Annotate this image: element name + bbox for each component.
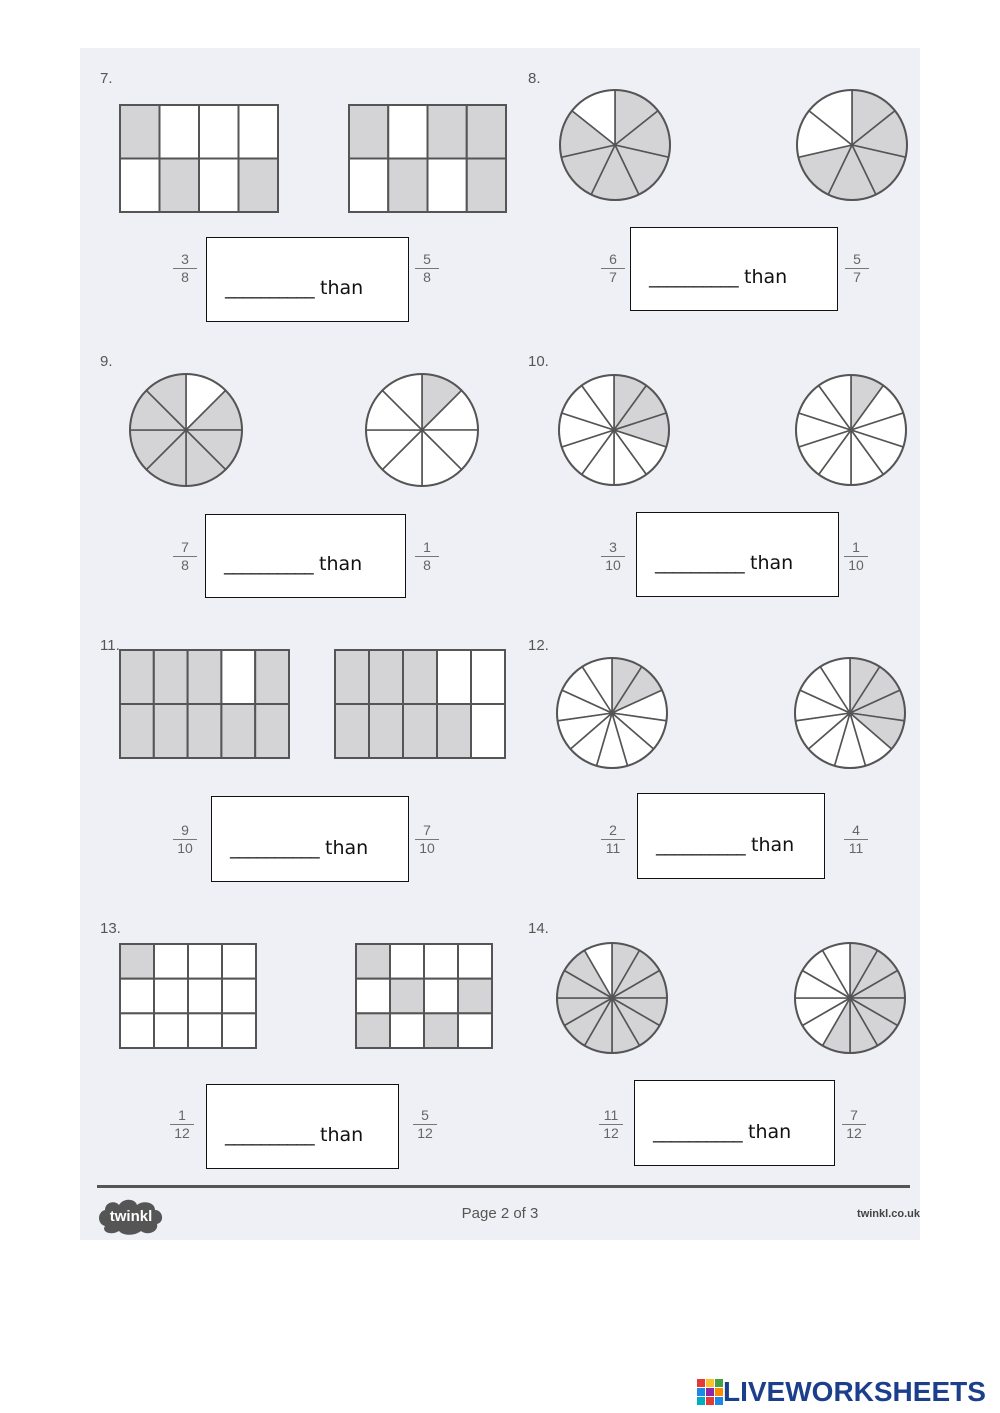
right-fraction-grid [356, 944, 492, 1048]
than-label: than [320, 277, 364, 299]
empty-cell [424, 979, 458, 1014]
left-fraction-circle [130, 374, 242, 486]
shaded-cell [188, 650, 222, 704]
empty-cell [471, 650, 505, 704]
shaded-cell [255, 650, 289, 704]
right-fraction-circle [796, 375, 906, 485]
answer-box[interactable] [206, 237, 409, 322]
answer-blank[interactable]: __________ [224, 553, 314, 575]
question-number: 7. [100, 70, 113, 87]
right-fraction-circle [366, 374, 478, 486]
answer-box[interactable] [206, 1084, 399, 1169]
question-number: 14. [528, 920, 549, 937]
empty-cell [188, 979, 222, 1014]
answer-box[interactable] [211, 796, 409, 882]
answer-sentence [655, 552, 793, 574]
shaded-cell [356, 944, 390, 979]
answer-box[interactable] [636, 512, 839, 597]
left-fraction [601, 252, 625, 285]
numerator: 7 [415, 823, 439, 840]
empty-cell [188, 944, 222, 979]
empty-cell [120, 1013, 154, 1048]
right-fraction-circle [795, 658, 905, 768]
left-fraction-circle [560, 90, 670, 200]
shaded-cell [424, 1013, 458, 1048]
denominator: 10 [419, 840, 435, 856]
question-number: 12. [528, 637, 549, 654]
numerator: 1 [170, 1108, 194, 1125]
right-fraction-circle [797, 90, 907, 200]
empty-cell [154, 979, 188, 1014]
right-fraction-grid [349, 105, 506, 212]
right-fraction [842, 1108, 866, 1141]
empty-cell [458, 944, 492, 979]
question-number: 13. [100, 920, 121, 937]
answer-box[interactable] [205, 514, 406, 598]
empty-cell [222, 944, 256, 979]
numerator: 3 [173, 252, 197, 269]
empty-cell [154, 944, 188, 979]
left-fraction [599, 1108, 623, 1141]
than-label: than [748, 1121, 792, 1143]
shaded-cell [335, 650, 369, 704]
denominator: 11 [605, 840, 621, 856]
shaded-cell [388, 159, 427, 213]
empty-cell [160, 105, 200, 159]
liveworksheets-logo [697, 1377, 986, 1407]
liveworksheets-logo-icon [697, 1379, 723, 1405]
shaded-cell [467, 105, 506, 159]
denominator: 10 [177, 840, 193, 856]
empty-cell [471, 704, 505, 758]
right-fraction [845, 252, 869, 285]
denominator: 11 [848, 840, 864, 856]
empty-cell [356, 979, 390, 1014]
shaded-cell [390, 979, 424, 1014]
shaded-cell [356, 1013, 390, 1048]
denominator: 12 [417, 1125, 433, 1141]
numerator: 7 [842, 1108, 866, 1125]
answer-sentence [225, 1124, 363, 1146]
denominator: 12 [603, 1125, 619, 1141]
numerator: 5 [845, 252, 869, 269]
denominator: 10 [605, 557, 621, 573]
than-label: than [319, 553, 363, 575]
denominator: 7 [609, 269, 617, 285]
empty-cell [388, 105, 427, 159]
shaded-cell [221, 704, 255, 758]
shaded-cell [255, 704, 289, 758]
answer-box[interactable] [634, 1080, 835, 1166]
numerator: 4 [844, 823, 868, 840]
empty-cell [424, 944, 458, 979]
denominator: 7 [853, 269, 861, 285]
denominator: 12 [846, 1125, 862, 1141]
empty-cell [239, 105, 279, 159]
answer-blank[interactable]: __________ [230, 837, 320, 859]
shaded-cell [154, 650, 188, 704]
numerator: 5 [415, 252, 439, 269]
right-fraction-grid [335, 650, 505, 758]
shaded-cell [369, 650, 403, 704]
answer-sentence [649, 266, 787, 288]
empty-cell [458, 1013, 492, 1048]
twinkl-logo [97, 1196, 167, 1236]
empty-cell [221, 650, 255, 704]
answer-sentence [230, 837, 368, 859]
empty-cell [349, 159, 388, 213]
left-fraction [173, 252, 197, 285]
page-number: Page 2 of 3 [461, 1205, 539, 1222]
empty-cell [199, 105, 239, 159]
answer-sentence [653, 1121, 791, 1143]
denominator: 8 [423, 269, 431, 285]
shaded-cell [349, 105, 388, 159]
shaded-cell [403, 704, 437, 758]
right-fraction-circle [795, 943, 905, 1053]
question-number: 8. [528, 70, 541, 87]
empty-cell [222, 979, 256, 1014]
denominator: 8 [181, 557, 189, 573]
answer-sentence [656, 834, 794, 856]
numerator: 3 [601, 540, 625, 557]
empty-cell [188, 1013, 222, 1048]
than-label: than [751, 834, 795, 856]
left-fraction-grid [120, 650, 289, 758]
numerator: 9 [173, 823, 197, 840]
shaded-cell [120, 944, 154, 979]
left-fraction [601, 823, 625, 856]
answer-blank[interactable]: __________ [653, 1121, 743, 1143]
answer-box[interactable] [630, 227, 838, 311]
answer-blank[interactable]: __________ [649, 266, 739, 288]
left-fraction [170, 1108, 194, 1141]
than-label: than [744, 266, 788, 288]
empty-cell [390, 944, 424, 979]
than-label: than [750, 552, 794, 574]
question-number: 10. [528, 353, 549, 370]
than-label: than [325, 837, 369, 859]
answer-sentence [224, 553, 362, 575]
answer-blank[interactable]: __________ [225, 277, 315, 299]
left-fraction [173, 823, 197, 856]
site-url: twinkl.co.uk [857, 1208, 920, 1220]
numerator: 1 [844, 540, 868, 557]
shaded-cell [437, 704, 471, 758]
empty-cell [390, 1013, 424, 1048]
denominator: 12 [174, 1125, 190, 1141]
shaded-cell [458, 979, 492, 1014]
empty-cell [120, 979, 154, 1014]
left-fraction [173, 540, 197, 573]
empty-cell [428, 159, 467, 213]
liveworksheets-text: LIVEWORKSHEETS [723, 1376, 986, 1407]
left-fraction [601, 540, 625, 573]
empty-cell [222, 1013, 256, 1048]
left-fraction-grid [120, 105, 278, 212]
shaded-cell [120, 105, 160, 159]
shaded-cell [335, 704, 369, 758]
denominator: 8 [423, 557, 431, 573]
answer-blank[interactable]: __________ [656, 834, 746, 856]
answer-box[interactable] [637, 793, 825, 879]
empty-cell [199, 159, 239, 213]
shaded-cell [120, 650, 154, 704]
left-fraction-circle [559, 375, 669, 485]
right-fraction [415, 823, 439, 856]
numerator: 6 [601, 252, 625, 269]
empty-cell [154, 1013, 188, 1048]
right-fraction [844, 823, 868, 856]
shaded-cell [467, 159, 506, 213]
svg-text:twinkl: twinkl [109, 1208, 153, 1225]
shaded-cell [188, 704, 222, 758]
question-number: 9. [100, 353, 113, 370]
numerator: 1 [415, 540, 439, 557]
denominator: 8 [181, 269, 189, 285]
left-fraction-grid [120, 944, 256, 1048]
left-fraction-circle [557, 658, 667, 768]
numerator: 11 [599, 1108, 623, 1125]
footer-divider [97, 1185, 910, 1188]
than-label: than [320, 1124, 364, 1146]
empty-cell [120, 159, 160, 213]
answer-sentence [225, 277, 363, 299]
right-fraction [844, 540, 868, 573]
numerator: 2 [601, 823, 625, 840]
right-fraction [415, 540, 439, 573]
right-fraction [415, 252, 439, 285]
shaded-cell [160, 159, 200, 213]
shaded-cell [239, 159, 279, 213]
answer-blank[interactable]: __________ [225, 1124, 315, 1146]
numerator: 5 [413, 1108, 437, 1125]
shaded-cell [120, 704, 154, 758]
answer-blank[interactable]: __________ [655, 552, 745, 574]
shaded-cell [428, 105, 467, 159]
shaded-cell [369, 704, 403, 758]
numerator: 7 [173, 540, 197, 557]
question-number: 11. [100, 637, 120, 654]
shaded-cell [154, 704, 188, 758]
left-fraction-circle [557, 943, 667, 1053]
empty-cell [437, 650, 471, 704]
shaded-cell [403, 650, 437, 704]
right-fraction [413, 1108, 437, 1141]
denominator: 10 [848, 557, 864, 573]
